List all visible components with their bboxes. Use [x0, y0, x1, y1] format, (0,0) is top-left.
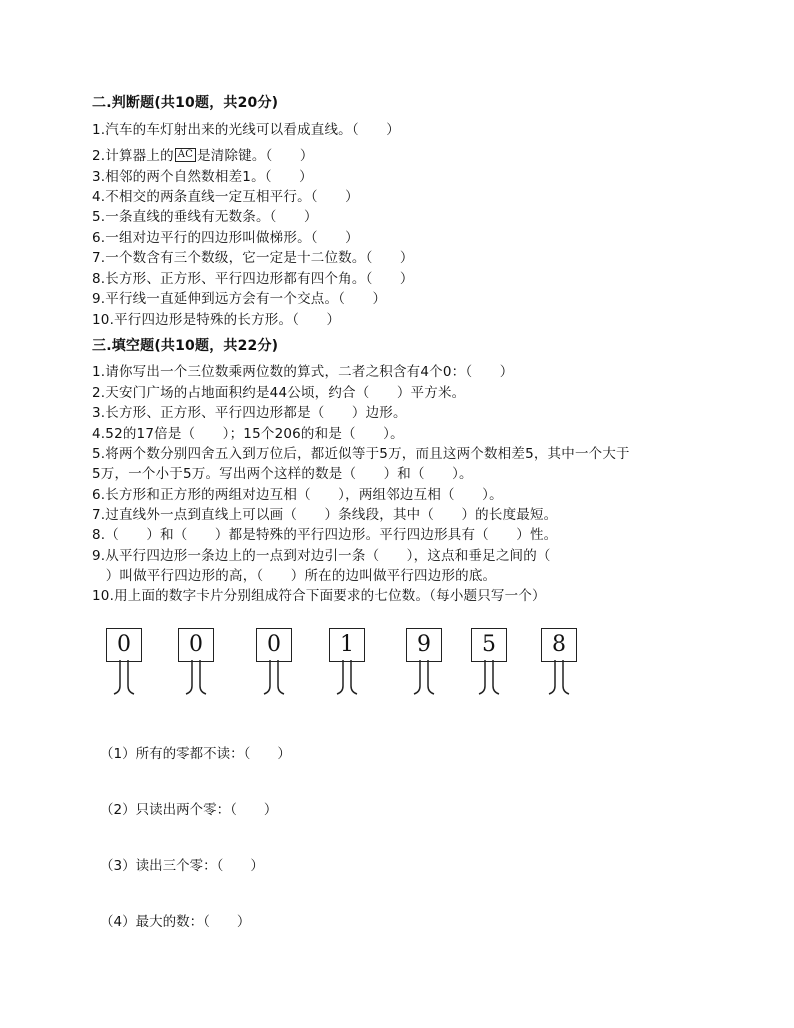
card-stand-icon [329, 660, 367, 700]
digit-card-number: 0 [256, 628, 292, 662]
fill-q6: 6.长方形和正方形的两组对边互相（ ），两组邻边互相（ ）。 [92, 487, 503, 503]
digit-cards [0, 624, 794, 704]
fill-q10-sub2: （2）只读出两个零：（ ） [100, 802, 278, 818]
fill-q10: 10.用上面的数字卡片分别组成符合下面要求的七位数。（每小题只写一个） [92, 588, 546, 604]
card-stand-icon [471, 660, 509, 700]
fill-q10-sub4: （4）最大的数：（ ） [100, 914, 251, 930]
section2-title: 二.判断题(共10题，共20分) [92, 95, 279, 111]
fill-q5-line1: 5.将两个数分别四舍五入到万位后，都近似等于5万，而且这两个数相差5，其中一个大于 [92, 446, 630, 462]
digit-card [178, 624, 216, 704]
fill-q7: 7.过直线外一点到直线上可以画（ ）条线段，其中（ ）的长度最短。 [92, 507, 558, 523]
fill-q5-line2: 5万，一个小于5万。写出两个这样的数是（ ）和（ ）。 [92, 466, 473, 482]
section3-title: 三.填空题(共10题，共22分) [92, 338, 279, 354]
digit-card-number: 8 [541, 628, 577, 662]
digit-card-number: 1 [329, 628, 365, 662]
digit-card-number: 5 [471, 628, 507, 662]
judge-q8: 8.长方形、正方形、平行四边形都有四个角。（ ） [92, 271, 414, 287]
card-stand-icon [106, 660, 144, 700]
fill-q3: 3.长方形、正方形、平行四边形都是（ ）边形。 [92, 405, 407, 421]
card-stand-icon [178, 660, 216, 700]
judge-q5: 5.一条直线的垂线有无数条。（ ） [92, 209, 318, 225]
fill-q8: 8.（ ）和（ ）都是特殊的平行四边形。平行四边形具有（ ）性。 [92, 527, 558, 543]
digit-card-number: 0 [178, 628, 214, 662]
digit-card [471, 624, 509, 704]
judge-q4: 4.不相交的两条直线一定互相平行。（ ） [92, 189, 359, 205]
fill-q9-line2: ）叫做平行四边形的高，（ ）所在的边叫做平行四边形的底。 [92, 568, 497, 584]
judge-q7: 7.一个数含有三个数级，它一定是十二位数。（ ） [92, 250, 414, 266]
digit-card-number: 0 [106, 628, 142, 662]
card-stand-icon [541, 660, 579, 700]
fill-q4: 4.52的17倍是（ ）；15个206的和是（ ）。 [92, 426, 404, 442]
judge-q9: 9.平行线一直延伸到远方会有一个交点。（ ） [92, 291, 387, 307]
ac-key-icon: AC [175, 148, 196, 162]
judge-q2-after: 是清除键。（ ） [197, 148, 314, 164]
fill-q10-sub1: （1）所有的零都不读：（ ） [100, 746, 291, 762]
digit-card [329, 624, 367, 704]
fill-q2: 2.天安门广场的占地面积约是44公顷，约合（ ）平方米。 [92, 385, 466, 401]
fill-q1: 1.请你写出一个三位数乘两位数的算式，二者之积含有4个0：（ ） [92, 364, 514, 380]
fill-q10-sub3: （3）读出三个零：（ ） [100, 858, 264, 874]
digit-card [256, 624, 294, 704]
judge-q6: 6.一组对边平行的四边形叫做梯形。（ ） [92, 230, 359, 246]
judge-q2 [92, 147, 314, 165]
judge-q1: 1.汽车的车灯射出来的光线可以看成直线。（ ） [92, 122, 400, 138]
judge-q2-before: 2.计算器上的 [92, 148, 174, 164]
judge-q10: 10.平行四边形是特殊的长方形。（ ） [92, 312, 341, 328]
digit-card-number: 9 [406, 628, 442, 662]
digit-card [406, 624, 444, 704]
fill-q9-line1: 9.从平行四边形一条边上的一点到对边引一条（ ），这点和垂足之间的（ [92, 548, 551, 564]
digit-card [106, 624, 144, 704]
judge-q3: 3.相邻的两个自然数相差1。（ ） [92, 169, 313, 185]
card-stand-icon [256, 660, 294, 700]
card-stand-icon [406, 660, 444, 700]
digit-card [541, 624, 579, 704]
